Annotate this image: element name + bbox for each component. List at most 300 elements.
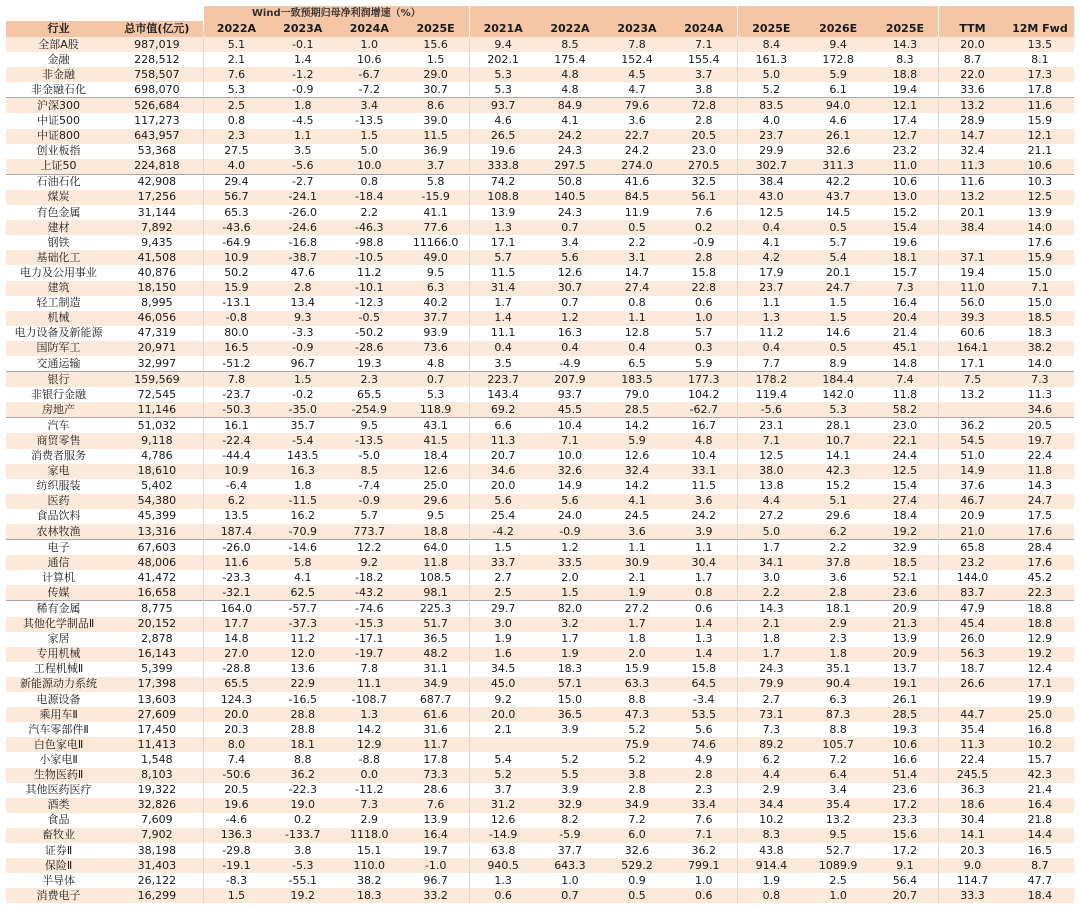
value-cell: 35.1 bbox=[805, 662, 872, 677]
value-cell: 16.5 bbox=[1006, 843, 1074, 858]
value-cell: 96.7 bbox=[402, 873, 469, 888]
value-cell: -37.3 bbox=[269, 617, 336, 632]
value-cell: 3.5 bbox=[269, 144, 336, 159]
value-cell: 84.5 bbox=[603, 190, 670, 205]
value-cell: 20.5 bbox=[671, 129, 738, 144]
value-cell: 18.8 bbox=[402, 524, 469, 540]
value-cell: 5.3 bbox=[203, 82, 269, 98]
value-cell: 33.2 bbox=[402, 888, 469, 903]
value-cell: 0.7 bbox=[402, 372, 469, 388]
table-row bbox=[6, 647, 1074, 662]
value-cell: 32.9 bbox=[536, 798, 603, 813]
table-row bbox=[6, 692, 1074, 707]
value-cell: 2.8 bbox=[671, 768, 738, 783]
value-cell: 16.4 bbox=[872, 296, 939, 311]
value-cell: 5.9 bbox=[805, 67, 872, 82]
market-cap-cell: 16,658 bbox=[111, 585, 203, 601]
market-cap-cell: 41,472 bbox=[111, 570, 203, 585]
value-cell: 3.9 bbox=[536, 783, 603, 798]
value-cell: 2.9 bbox=[738, 783, 805, 798]
table-row bbox=[6, 265, 1074, 280]
value-cell: -0.9 bbox=[671, 235, 738, 250]
value-cell: 18.4 bbox=[1006, 888, 1074, 903]
industry-name: 消费者服务 bbox=[6, 449, 111, 464]
value-cell: 51.0 bbox=[939, 449, 1006, 464]
industry-name: 创业板指 bbox=[6, 144, 111, 159]
value-cell: 1.8 bbox=[738, 632, 805, 647]
value-cell: 7.7 bbox=[738, 356, 805, 372]
table-row bbox=[6, 98, 1074, 114]
market-cap-cell: 1,548 bbox=[111, 752, 203, 767]
value-cell: 152.4 bbox=[603, 52, 670, 67]
value-cell: -11.5 bbox=[269, 494, 336, 509]
value-cell: 29.6 bbox=[402, 494, 469, 509]
value-cell: 24.2 bbox=[536, 129, 603, 144]
value-cell: 4.1 bbox=[536, 113, 603, 128]
value-cell: 21.0 bbox=[939, 524, 1006, 540]
value-cell: 82.0 bbox=[536, 601, 603, 617]
value-cell: 2.1 bbox=[203, 52, 269, 67]
value-cell: 3.9 bbox=[671, 524, 738, 540]
value-cell: 20.7 bbox=[469, 449, 536, 464]
value-cell: 22.7 bbox=[603, 129, 670, 144]
table-row bbox=[6, 479, 1074, 494]
value-cell: 15.6 bbox=[872, 828, 939, 843]
value-cell: 83.7 bbox=[939, 585, 1006, 601]
value-cell: 1.1 bbox=[269, 129, 336, 144]
value-cell: 6.1 bbox=[805, 82, 872, 98]
value-cell: 30.7 bbox=[536, 281, 603, 296]
value-cell: 164.1 bbox=[939, 341, 1006, 356]
value-cell: 12.5 bbox=[872, 464, 939, 479]
value-cell: 23.0 bbox=[872, 418, 939, 434]
industry-name: 乘用车Ⅱ bbox=[6, 707, 111, 722]
value-cell: -35.0 bbox=[269, 402, 336, 418]
market-cap-cell: 54,380 bbox=[111, 494, 203, 509]
value-cell: 1.7 bbox=[536, 632, 603, 647]
value-cell: 38.4 bbox=[738, 174, 805, 190]
value-cell: -4.5 bbox=[269, 113, 336, 128]
market-cap-cell: 72,545 bbox=[111, 387, 203, 402]
value-cell: 155.4 bbox=[671, 52, 738, 67]
value-cell: 1.0 bbox=[336, 37, 402, 52]
value-cell: 333.8 bbox=[469, 159, 536, 175]
value-cell: 79.9 bbox=[738, 677, 805, 692]
value-cell: 46.7 bbox=[939, 494, 1006, 509]
value-cell: 65.5 bbox=[203, 677, 269, 692]
value-cell: 31.1 bbox=[402, 662, 469, 677]
market-cap-cell: 45,399 bbox=[111, 509, 203, 524]
value-cell: 7.1 bbox=[1006, 281, 1074, 296]
value-cell: -12.3 bbox=[336, 296, 402, 311]
value-cell: 16.8 bbox=[1006, 722, 1074, 737]
value-cell: 61.6 bbox=[402, 707, 469, 722]
industry-name: 全部A股 bbox=[6, 37, 111, 52]
value-cell: 0.5 bbox=[603, 220, 670, 235]
value-cell: 57.1 bbox=[536, 677, 603, 692]
value-cell: 15.9 bbox=[1006, 113, 1074, 128]
value-cell: -0.9 bbox=[269, 341, 336, 356]
value-cell: 11.0 bbox=[939, 281, 1006, 296]
value-cell: 9.1 bbox=[872, 858, 939, 873]
value-cell: -23.3 bbox=[203, 570, 269, 585]
value-cell: 32.6 bbox=[536, 464, 603, 479]
value-cell: 13.9 bbox=[1006, 205, 1074, 220]
industry-name: 农林牧渔 bbox=[6, 524, 111, 540]
value-cell: 42.2 bbox=[805, 174, 872, 190]
market-cap-cell: 67,603 bbox=[111, 540, 203, 556]
header-col: 2022A bbox=[203, 21, 269, 37]
value-cell: 1.1 bbox=[603, 540, 670, 556]
industry-name: 电力及公用事业 bbox=[6, 265, 111, 280]
header-market-cap: 总市值(亿元) bbox=[111, 21, 203, 37]
table-row bbox=[6, 311, 1074, 326]
value-cell: 18.3 bbox=[336, 888, 402, 903]
value-cell: 1.8 bbox=[269, 479, 336, 494]
industry-name: 工程机械Ⅱ bbox=[6, 662, 111, 677]
header-col: 2025E bbox=[738, 21, 805, 37]
value-cell: 27.0 bbox=[203, 647, 269, 662]
value-cell: 45.5 bbox=[536, 402, 603, 418]
value-cell: 90.4 bbox=[805, 677, 872, 692]
value-cell: 12.6 bbox=[402, 464, 469, 479]
value-cell: 19.9 bbox=[1006, 692, 1074, 707]
value-cell: 13.9 bbox=[872, 632, 939, 647]
value-cell: 52.7 bbox=[805, 843, 872, 858]
value-cell: 5.8 bbox=[269, 555, 336, 570]
value-cell: 47.3 bbox=[603, 707, 670, 722]
value-cell: 14.2 bbox=[603, 479, 670, 494]
value-cell: 52.1 bbox=[872, 570, 939, 585]
value-cell: 2.5 bbox=[469, 585, 536, 601]
value-cell: 687.7 bbox=[402, 692, 469, 707]
value-cell: 9.5 bbox=[402, 265, 469, 280]
value-cell: 4.8 bbox=[536, 82, 603, 98]
value-cell: 14.1 bbox=[805, 449, 872, 464]
table-row bbox=[6, 873, 1074, 888]
value-cell: 12.6 bbox=[536, 265, 603, 280]
value-cell: 27.4 bbox=[872, 494, 939, 509]
value-cell: 18.8 bbox=[872, 67, 939, 82]
value-cell: 4.4 bbox=[738, 494, 805, 509]
value-cell: -0.9 bbox=[269, 82, 336, 98]
value-cell: 0.8 bbox=[203, 113, 269, 128]
value-cell: 2.2 bbox=[603, 235, 670, 250]
value-cell: 16.6 bbox=[872, 752, 939, 767]
value-cell: -1.2 bbox=[269, 67, 336, 82]
value-cell: 24.7 bbox=[805, 281, 872, 296]
industry-name: 金融 bbox=[6, 52, 111, 67]
value-cell: 18.4 bbox=[872, 509, 939, 524]
value-cell: 2.0 bbox=[603, 647, 670, 662]
value-cell: -5.6 bbox=[738, 402, 805, 418]
market-cap-cell: 2,878 bbox=[111, 632, 203, 647]
value-cell: 172.8 bbox=[805, 52, 872, 67]
industry-name: 电源设备 bbox=[6, 692, 111, 707]
value-cell: 16.5 bbox=[203, 341, 269, 356]
value-cell: 7.4 bbox=[872, 372, 939, 388]
value-cell: 80.0 bbox=[203, 326, 269, 341]
value-cell: 13.5 bbox=[1006, 37, 1074, 52]
value-cell: -10.1 bbox=[336, 281, 402, 296]
value-cell: 1.7 bbox=[671, 570, 738, 585]
value-cell: 9.4 bbox=[805, 37, 872, 52]
value-cell: 34.6 bbox=[1006, 402, 1074, 418]
value-cell: 20.0 bbox=[203, 707, 269, 722]
value-cell: 2.8 bbox=[269, 281, 336, 296]
market-cap-cell: 53,368 bbox=[111, 144, 203, 159]
value-cell: 19.4 bbox=[939, 265, 1006, 280]
market-cap-cell: 8,995 bbox=[111, 296, 203, 311]
value-cell: 202.1 bbox=[469, 52, 536, 67]
value-cell: 53.5 bbox=[671, 707, 738, 722]
market-cap-cell: 32,997 bbox=[111, 356, 203, 372]
value-cell: -10.5 bbox=[336, 250, 402, 265]
value-cell: 10.2 bbox=[1006, 737, 1074, 752]
table-row bbox=[6, 129, 1074, 144]
value-cell: 63.3 bbox=[603, 677, 670, 692]
value-cell: 0.4 bbox=[738, 341, 805, 356]
value-cell: -3.3 bbox=[269, 326, 336, 341]
value-cell: -5.4 bbox=[269, 433, 336, 448]
value-cell: 22.9 bbox=[269, 677, 336, 692]
value-cell: 18.4 bbox=[402, 449, 469, 464]
industry-name: 轻工制造 bbox=[6, 296, 111, 311]
value-cell: 17.2 bbox=[872, 798, 939, 813]
value-cell: 2.0 bbox=[536, 570, 603, 585]
value-cell: 74.6 bbox=[671, 737, 738, 752]
value-cell: 14.7 bbox=[939, 129, 1006, 144]
value-cell: 0.8 bbox=[603, 296, 670, 311]
value-cell: 36.5 bbox=[536, 707, 603, 722]
value-cell: 1.9 bbox=[536, 647, 603, 662]
value-cell: -51.2 bbox=[203, 356, 269, 372]
value-cell: -7.2 bbox=[336, 82, 402, 98]
value-cell: 19.0 bbox=[269, 798, 336, 813]
value-cell: -16.8 bbox=[269, 235, 336, 250]
market-cap-cell: 7,609 bbox=[111, 813, 203, 828]
value-cell: 24.3 bbox=[536, 205, 603, 220]
industry-name: 银行 bbox=[6, 372, 111, 388]
value-cell: -22.3 bbox=[269, 783, 336, 798]
industry-name: 稀有金属 bbox=[6, 601, 111, 617]
table-row bbox=[6, 387, 1074, 402]
value-cell: 0.8 bbox=[336, 174, 402, 190]
table-row bbox=[6, 585, 1074, 601]
value-cell: 13.7 bbox=[872, 662, 939, 677]
value-cell: 79.0 bbox=[603, 387, 670, 402]
value-cell: 1.0 bbox=[536, 873, 603, 888]
header-group-roe-a bbox=[469, 6, 737, 21]
market-cap-cell: 18,150 bbox=[111, 281, 203, 296]
value-cell: -5.3 bbox=[269, 858, 336, 873]
value-cell: 40.2 bbox=[402, 296, 469, 311]
market-cap-cell: 987,019 bbox=[111, 37, 203, 52]
value-cell: 30.7 bbox=[402, 82, 469, 98]
value-cell: 175.4 bbox=[536, 52, 603, 67]
value-cell: 15.7 bbox=[1006, 752, 1074, 767]
table-row bbox=[6, 220, 1074, 235]
value-cell: 183.5 bbox=[603, 372, 670, 388]
value-cell: 8.7 bbox=[939, 52, 1006, 67]
value-cell: -0.1 bbox=[269, 37, 336, 52]
value-cell: 140.5 bbox=[536, 190, 603, 205]
value-cell: 35.4 bbox=[939, 722, 1006, 737]
value-cell: 33.3 bbox=[939, 888, 1006, 903]
value-cell: 75.9 bbox=[603, 737, 670, 752]
value-cell: 20.0 bbox=[469, 707, 536, 722]
value-cell: -23.7 bbox=[203, 387, 269, 402]
value-cell: -17.1 bbox=[336, 632, 402, 647]
value-cell: -64.9 bbox=[203, 235, 269, 250]
value-cell: 0.8 bbox=[738, 888, 805, 903]
value-cell: 93.9 bbox=[402, 326, 469, 341]
value-cell: 87.3 bbox=[805, 707, 872, 722]
value-cell: 7.1 bbox=[536, 433, 603, 448]
value-cell: 11.0 bbox=[872, 159, 939, 175]
market-cap-cell: 40,876 bbox=[111, 265, 203, 280]
industry-name: 中证500 bbox=[6, 113, 111, 128]
value-cell: 7.3 bbox=[872, 281, 939, 296]
table-row bbox=[6, 281, 1074, 296]
value-cell: 1.3 bbox=[336, 707, 402, 722]
value-cell: 4.7 bbox=[603, 82, 670, 98]
header-blank bbox=[6, 6, 203, 21]
value-cell: 98.1 bbox=[402, 585, 469, 601]
value-cell: 14.9 bbox=[536, 479, 603, 494]
value-cell: 4.6 bbox=[805, 113, 872, 128]
value-cell: 5.9 bbox=[671, 356, 738, 372]
value-cell: 7.6 bbox=[671, 205, 738, 220]
value-cell: 5.2 bbox=[536, 752, 603, 767]
value-cell: 17.6 bbox=[1006, 555, 1074, 570]
value-cell: -13.5 bbox=[336, 113, 402, 128]
value-cell: 8.8 bbox=[805, 722, 872, 737]
value-cell: 15.2 bbox=[805, 479, 872, 494]
value-cell: 17.6 bbox=[1006, 524, 1074, 540]
value-cell: -5.6 bbox=[269, 159, 336, 175]
value-cell: 0.4 bbox=[738, 220, 805, 235]
value-cell: 41.1 bbox=[402, 205, 469, 220]
value-cell: 38.2 bbox=[336, 873, 402, 888]
value-cell: 35.7 bbox=[269, 418, 336, 434]
value-cell: 83.5 bbox=[738, 98, 805, 114]
value-cell: 20.3 bbox=[939, 843, 1006, 858]
value-cell: 10.0 bbox=[536, 449, 603, 464]
value-cell: 11.5 bbox=[469, 265, 536, 280]
value-cell: 3.5 bbox=[469, 356, 536, 372]
industry-name: 汽车 bbox=[6, 418, 111, 434]
value-cell: 19.7 bbox=[402, 843, 469, 858]
value-cell: 34.4 bbox=[738, 798, 805, 813]
value-cell: 23.6 bbox=[872, 585, 939, 601]
value-cell: 4.4 bbox=[738, 768, 805, 783]
value-cell: 1.5 bbox=[805, 296, 872, 311]
value-cell: 4.8 bbox=[402, 356, 469, 372]
value-cell: -6.7 bbox=[336, 67, 402, 82]
market-cap-cell: 758,507 bbox=[111, 67, 203, 82]
value-cell: 9.2 bbox=[336, 555, 402, 570]
value-cell: -74.6 bbox=[336, 601, 402, 617]
value-cell: 8.3 bbox=[738, 828, 805, 843]
value-cell: 23.7 bbox=[738, 129, 805, 144]
value-cell: 1.9 bbox=[469, 632, 536, 647]
value-cell: 2.8 bbox=[603, 783, 670, 798]
industry-name: 基础化工 bbox=[6, 250, 111, 265]
market-cap-cell: 5,399 bbox=[111, 662, 203, 677]
value-cell: 15.8 bbox=[671, 662, 738, 677]
value-cell: 6.2 bbox=[738, 752, 805, 767]
value-cell: 9.4 bbox=[469, 37, 536, 52]
value-cell: 7.5 bbox=[939, 372, 1006, 388]
value-cell: -8.3 bbox=[203, 873, 269, 888]
value-cell: 31.6 bbox=[402, 722, 469, 737]
industry-name: 商贸零售 bbox=[6, 433, 111, 448]
industry-name: 消费电子 bbox=[6, 888, 111, 903]
table-row bbox=[6, 144, 1074, 159]
value-cell: 1.9 bbox=[738, 873, 805, 888]
value-cell: -5.9 bbox=[536, 828, 603, 843]
value-cell: 43.0 bbox=[738, 190, 805, 205]
value-cell: 16.4 bbox=[402, 828, 469, 843]
table-row bbox=[6, 617, 1074, 632]
value-cell: 11.8 bbox=[872, 387, 939, 402]
value-cell: 6.2 bbox=[805, 524, 872, 540]
value-cell: -15.3 bbox=[336, 617, 402, 632]
value-cell: 1.1 bbox=[671, 540, 738, 556]
market-cap-cell: 19,322 bbox=[111, 783, 203, 798]
header-group-row bbox=[6, 6, 1074, 21]
value-cell: 13.2 bbox=[939, 190, 1006, 205]
value-cell: 29.9 bbox=[738, 144, 805, 159]
value-cell: 119.4 bbox=[738, 387, 805, 402]
value-cell bbox=[939, 692, 1006, 707]
industry-name: 医药 bbox=[6, 494, 111, 509]
industry-name: 其他医药医疗 bbox=[6, 783, 111, 798]
value-cell: 14.3 bbox=[738, 601, 805, 617]
header-group-pe bbox=[939, 6, 1074, 21]
value-cell: 7.6 bbox=[402, 798, 469, 813]
value-cell: -28.8 bbox=[203, 662, 269, 677]
value-cell: 1.4 bbox=[469, 311, 536, 326]
value-cell: 10.4 bbox=[671, 449, 738, 464]
value-cell: 37.7 bbox=[536, 843, 603, 858]
value-cell: 17.4 bbox=[872, 113, 939, 128]
value-cell: -254.9 bbox=[336, 402, 402, 418]
value-cell: 12.2 bbox=[336, 540, 402, 556]
value-cell: 17.6 bbox=[1006, 235, 1074, 250]
market-cap-cell: 159,569 bbox=[111, 372, 203, 388]
value-cell: -6.4 bbox=[203, 479, 269, 494]
value-cell: 45.0 bbox=[469, 677, 536, 692]
value-cell: 34.1 bbox=[738, 555, 805, 570]
market-cap-cell: 17,256 bbox=[111, 190, 203, 205]
value-cell: 7.8 bbox=[603, 37, 670, 52]
value-cell: -43.6 bbox=[203, 220, 269, 235]
value-cell: 0.7 bbox=[536, 888, 603, 903]
value-cell: 136.3 bbox=[203, 828, 269, 843]
value-cell: 2.5 bbox=[805, 873, 872, 888]
value-cell: 3.6 bbox=[603, 113, 670, 128]
value-cell: 17.8 bbox=[402, 752, 469, 767]
value-cell: 1.7 bbox=[738, 540, 805, 556]
value-cell: 28.6 bbox=[402, 783, 469, 798]
value-cell: 4.0 bbox=[738, 113, 805, 128]
value-cell: 25.0 bbox=[402, 479, 469, 494]
value-cell: 5.2 bbox=[603, 752, 670, 767]
industry-name: 食品饮料 bbox=[6, 509, 111, 524]
value-cell: 11.8 bbox=[1006, 464, 1074, 479]
